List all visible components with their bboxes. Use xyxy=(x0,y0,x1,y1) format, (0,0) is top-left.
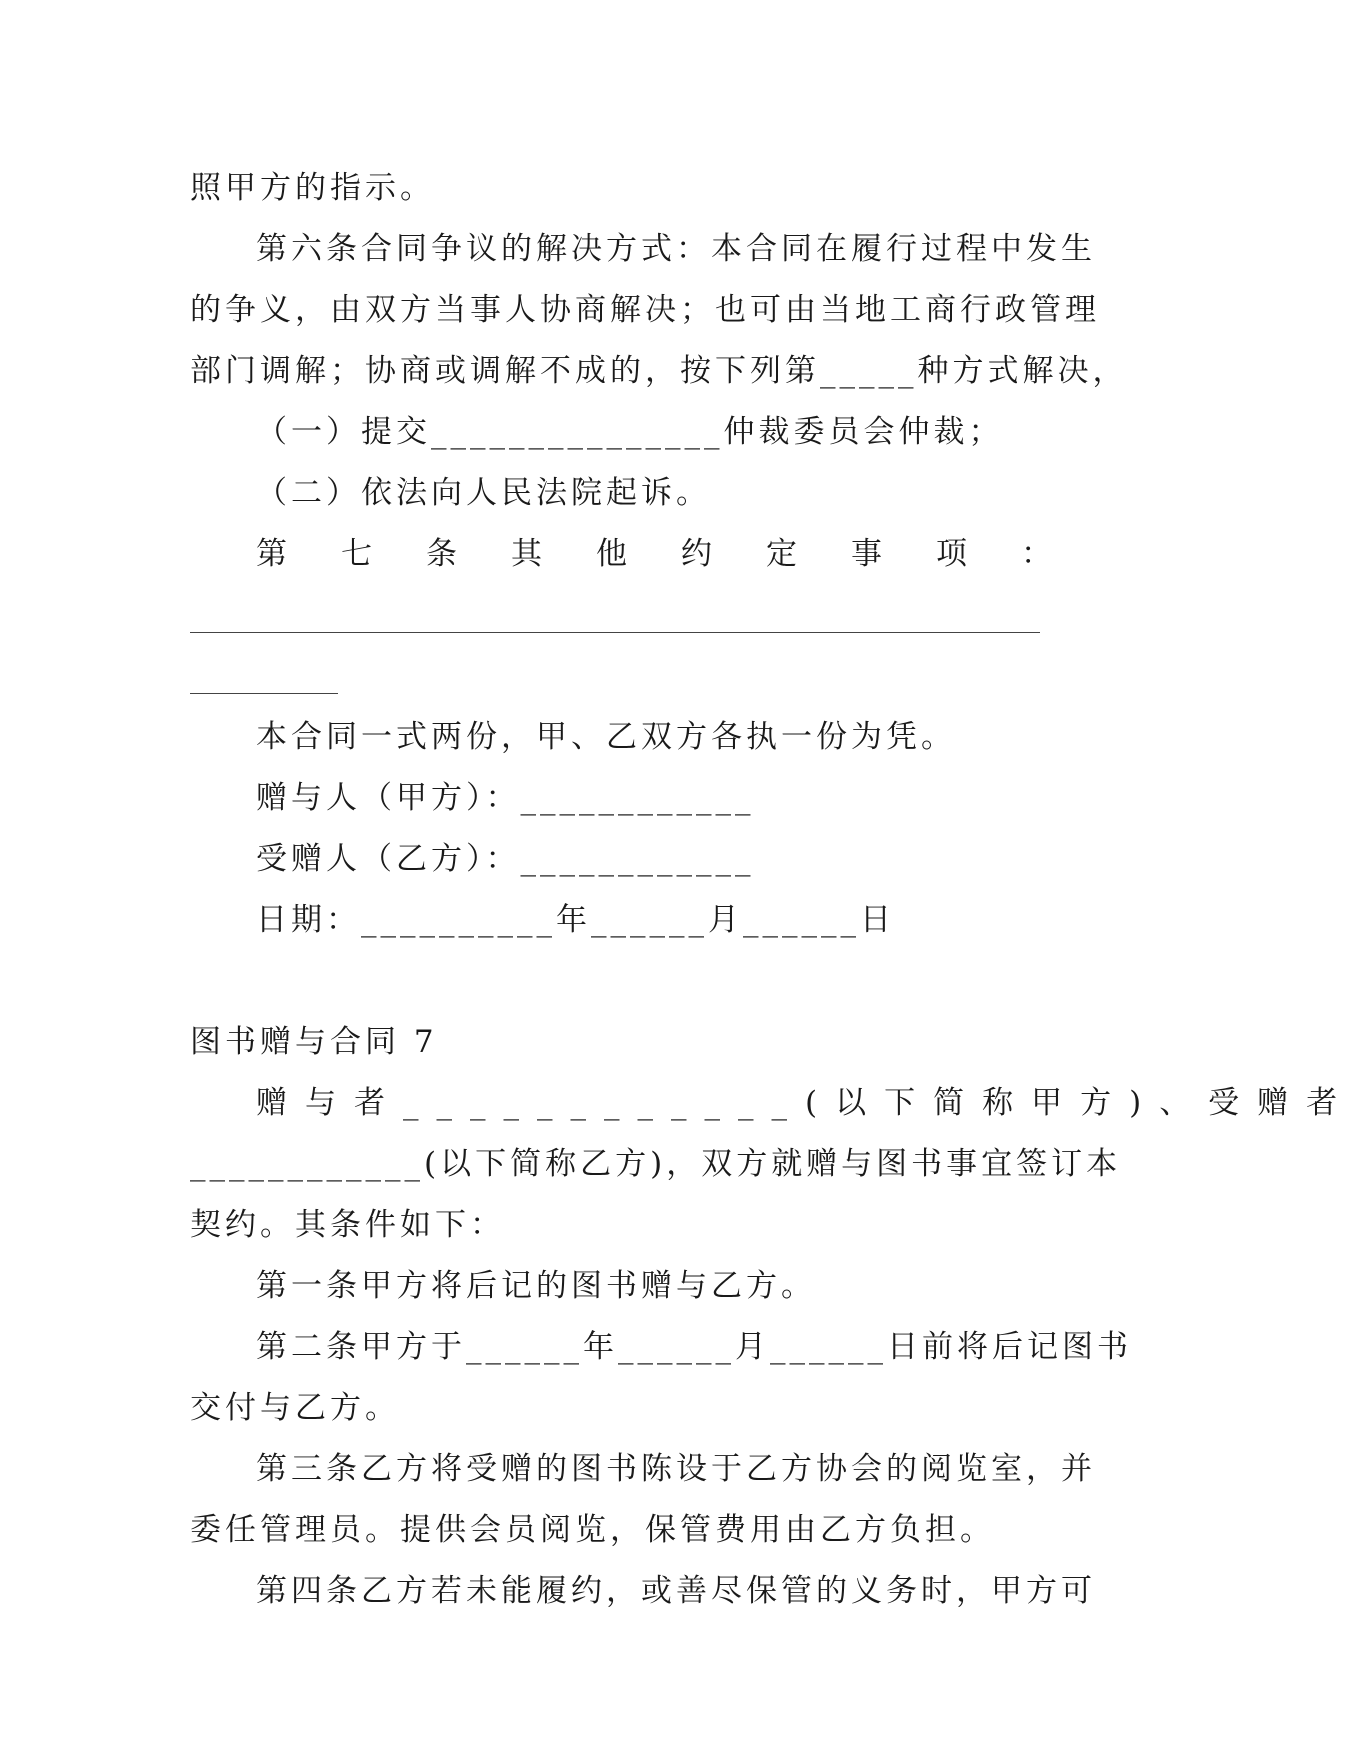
blank-line-long xyxy=(190,585,1052,646)
spacer xyxy=(190,951,1052,1012)
article-one: 第一条甲方将后记的图书赠与乙方。 xyxy=(256,1268,816,1304)
recipient-signature: 受赠人（乙方）：____________ xyxy=(256,841,755,877)
text-line: 委任管理员。提供会员阅览，保管费用由乙方负担。 xyxy=(190,1512,995,1548)
clause-seven-char: 七 xyxy=(341,536,372,572)
clause-seven-char: 约 xyxy=(681,536,712,572)
clause-seven-char: 他 xyxy=(596,536,627,572)
donor-signature: 赠与人（甲方）：____________ xyxy=(256,780,755,816)
clause-seven-char: 条 xyxy=(426,536,457,572)
option-one: （一）提交_______________仲裁委员会仲裁； xyxy=(256,414,1004,450)
text-line: 照甲方的指示。 xyxy=(190,170,435,206)
article-three: 第三条乙方将受赠的图书陈设于乙方协会的阅览室，并 xyxy=(256,1451,1096,1487)
clause-seven-char: 定 xyxy=(766,536,797,572)
clause-six: 第六条合同争议的解决方式：本合同在履行过程中发生 xyxy=(256,231,1096,267)
section-title: 图书赠与合同 7 xyxy=(190,1024,438,1060)
option-two: （二）依法向人民法院起诉。 xyxy=(256,475,711,511)
blank-line-short xyxy=(190,646,1052,707)
text-line: 部门调解；协商或调解不成的，按下列第_____种方式解决， xyxy=(190,353,1128,389)
clause-seven-char: 项 xyxy=(936,536,967,572)
clause-seven-char: 事 xyxy=(851,536,882,572)
text-line: 的争义，由双方当事人协商解决；也可由当地工商行政管理 xyxy=(190,292,1100,328)
clause-seven xyxy=(190,524,1052,585)
article-two: 第二条甲方于______年______月______日前将后记图书 xyxy=(256,1329,1132,1365)
copies-statement: 本合同一式两份，甲、乙双方各执一份为凭。 xyxy=(256,719,956,755)
article-four: 第四条乙方若未能履约，或善尽保管的义务时，甲方可 xyxy=(256,1573,1096,1609)
text-line: 契约。其条件如下： xyxy=(190,1207,505,1243)
clause-seven-char: 第 xyxy=(256,536,287,572)
clause-seven-char: 其 xyxy=(511,536,542,572)
clause-seven-char: ： xyxy=(1021,536,1052,572)
date-line: 日期：__________年______月______日 xyxy=(256,902,895,938)
text-line: ____________(以下简称乙方)，双方就赠与图书事宜签订本 xyxy=(190,1146,1122,1182)
parties-line: 赠与者____________(以下简称甲方)、受赠者 xyxy=(256,1085,1355,1121)
document-page xyxy=(190,158,1355,1622)
text-line: 交付与乙方。 xyxy=(190,1390,400,1426)
